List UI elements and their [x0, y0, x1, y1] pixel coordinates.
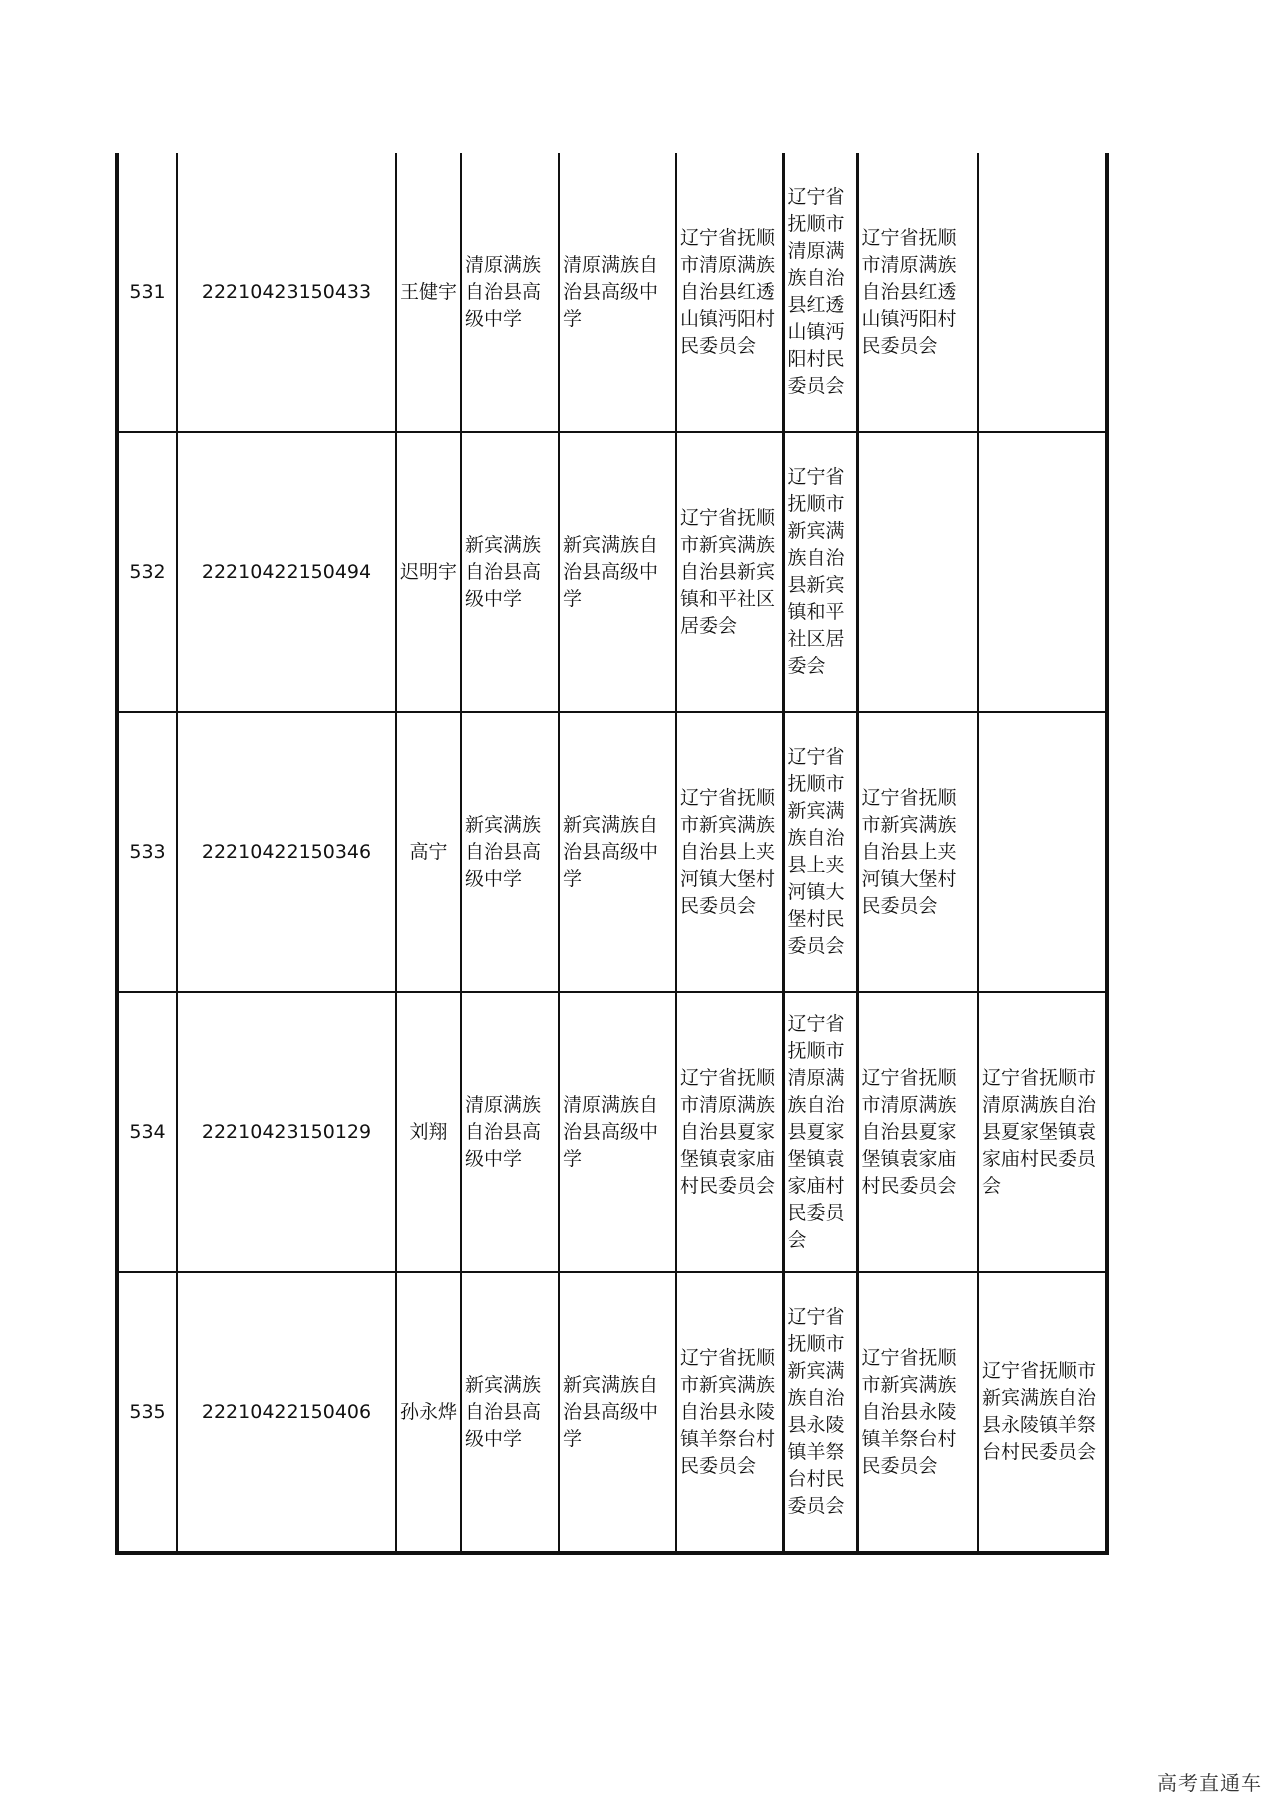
watermark-text: 高考直通车 [1157, 1771, 1262, 1795]
cell-address-2: 辽宁省抚顺市清原满族自治县夏家堡镇袁家庙村民委员会 [783, 992, 857, 1272]
cell-student-name: 刘翔 [396, 992, 461, 1272]
table-row [117, 712, 1107, 992]
cell-number: 533 [117, 712, 177, 992]
cell-school: 新宾满族自治县高级中学 [461, 712, 559, 992]
cell-exam-id: 22210422150494 [177, 432, 396, 712]
cell-school: 新宾满族自治县高级中学 [461, 432, 559, 712]
cell-school: 清原满族自治县高级中学 [461, 153, 559, 432]
cell-address: 辽宁省抚顺市新宾满族自治县上夹河镇大堡村民委员会 [676, 712, 783, 992]
cell-address: 辽宁省抚顺市新宾满族自治县新宾镇和平社区居委会 [676, 432, 783, 712]
table-row [117, 432, 1107, 712]
cell-exam-id: 22210423150433 [177, 153, 396, 432]
cell-student-name: 孙永烨 [396, 1272, 461, 1553]
student-table [115, 153, 1109, 1555]
table-row [117, 153, 1107, 432]
cell-address-4: 辽宁省抚顺市清原满族自治县夏家堡镇袁家庙村民委员会 [978, 992, 1107, 1272]
cell-address-4 [978, 432, 1107, 712]
cell-address-4 [978, 712, 1107, 992]
cell-address-3: 辽宁省抚顺市清原满族自治县夏家堡镇袁家庙村民委员会 [857, 992, 978, 1272]
cell-school: 清原满族自治县高级中学 [461, 992, 559, 1272]
cell-exam-id: 22210422150406 [177, 1272, 396, 1553]
cell-address-2: 辽宁省抚顺市新宾满族自治县永陵镇羊祭台村民委员会 [783, 1272, 857, 1553]
cell-address-3 [857, 432, 978, 712]
cell-address-4: 辽宁省抚顺市新宾满族自治县永陵镇羊祭台村民委员会 [978, 1272, 1107, 1553]
cell-exam-id: 22210422150346 [177, 712, 396, 992]
cell-address-2: 辽宁省抚顺市清原满族自治县红透山镇沔阳村民委员会 [783, 153, 857, 432]
cell-address: 辽宁省抚顺市新宾满族自治县永陵镇羊祭台村民委员会 [676, 1272, 783, 1553]
cell-address-4 [978, 153, 1107, 432]
table-row [117, 992, 1107, 1272]
cell-school-2: 新宾满族自治县高级中学 [559, 1272, 676, 1553]
cell-address-3: 辽宁省抚顺市清原满族自治县红透山镇沔阳村民委员会 [857, 153, 978, 432]
cell-school-2: 新宾满族自治县高级中学 [559, 432, 676, 712]
cell-school: 新宾满族自治县高级中学 [461, 1272, 559, 1553]
cell-school-2: 清原满族自治县高级中学 [559, 153, 676, 432]
cell-address-2: 辽宁省抚顺市新宾满族自治县新宾镇和平社区居委会 [783, 432, 857, 712]
cell-school-2: 新宾满族自治县高级中学 [559, 712, 676, 992]
cell-exam-id: 22210423150129 [177, 992, 396, 1272]
cell-address-3: 辽宁省抚顺市新宾满族自治县上夹河镇大堡村民委员会 [857, 712, 978, 992]
cell-address-2: 辽宁省抚顺市新宾满族自治县上夹河镇大堡村民委员会 [783, 712, 857, 992]
cell-student-name: 迟明宇 [396, 432, 461, 712]
cell-number: 532 [117, 432, 177, 712]
cell-number: 531 [117, 153, 177, 432]
cell-school-2: 清原满族自治县高级中学 [559, 992, 676, 1272]
cell-address: 辽宁省抚顺市清原满族自治县夏家堡镇袁家庙村民委员会 [676, 992, 783, 1272]
cell-student-name: 王健宇 [396, 153, 461, 432]
cell-student-name: 高宁 [396, 712, 461, 992]
table-row [117, 1272, 1107, 1553]
table-body [117, 153, 1107, 1553]
cell-address: 辽宁省抚顺市清原满族自治县红透山镇沔阳村民委员会 [676, 153, 783, 432]
cell-number: 534 [117, 992, 177, 1272]
cell-address-3: 辽宁省抚顺市新宾满族自治县永陵镇羊祭台村民委员会 [857, 1272, 978, 1553]
cell-number: 535 [117, 1272, 177, 1553]
